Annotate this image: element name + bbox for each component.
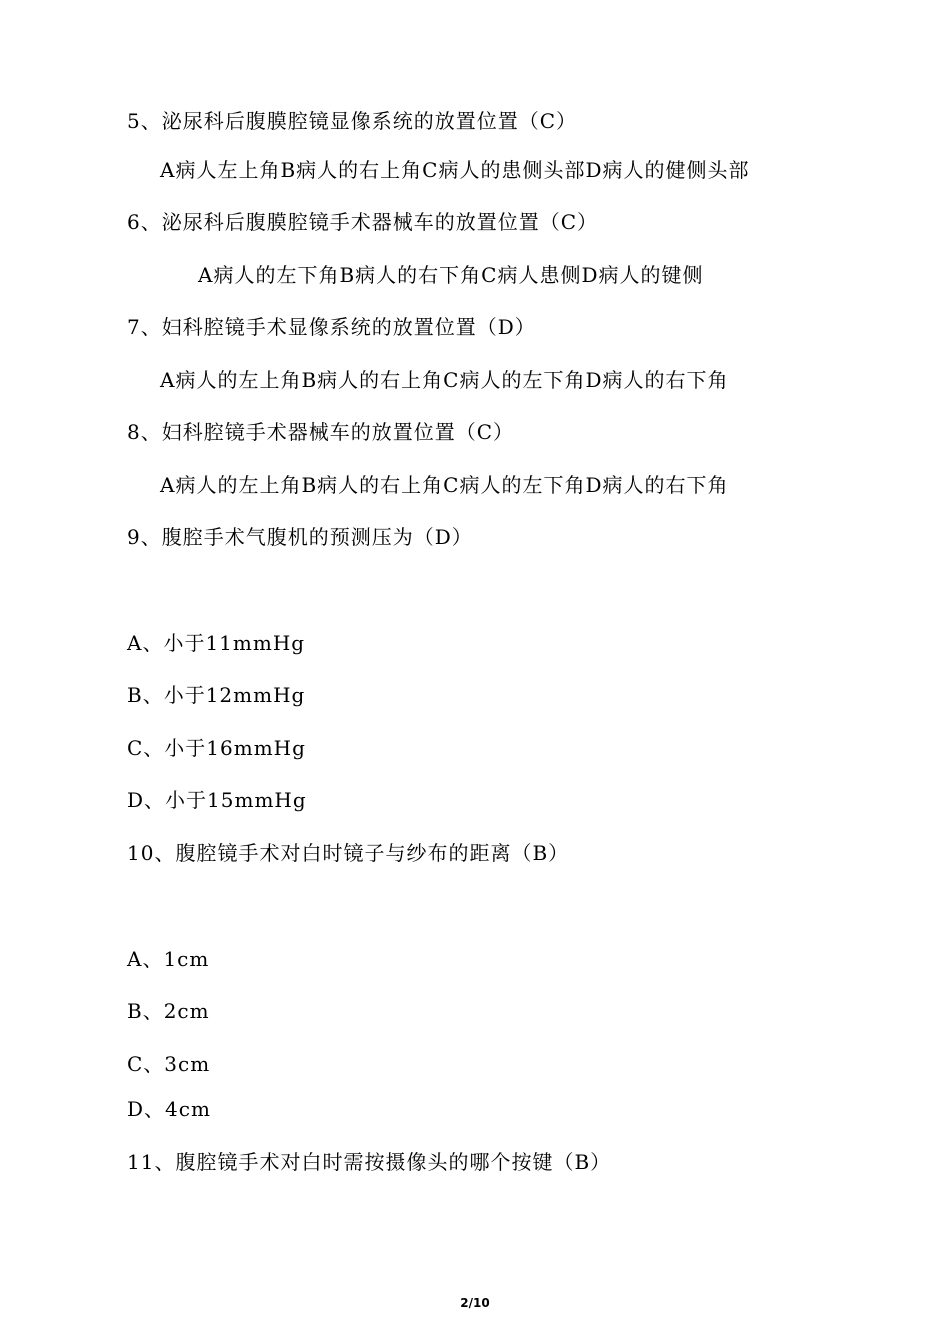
question-choice: B、2cm bbox=[127, 999, 210, 1023]
question-stem: 6、泌尿科后腹膜腔镜手术器械车的放置位置（C） bbox=[127, 210, 599, 234]
question-stem: 9、腹腔手术气腹机的预测压为（D） bbox=[127, 525, 473, 549]
question-stem: 5、泌尿科后腹膜腔镜显像系统的放置位置（C） bbox=[127, 109, 578, 133]
question-options: A病人的左下角B病人的右下角C病人患侧D病人的键侧 bbox=[198, 263, 704, 287]
question-stem: 7、妇科腔镜手术显像系统的放置位置（D） bbox=[127, 315, 536, 339]
question-stem: 8、妇科腔镜手术器械车的放置位置（C） bbox=[127, 420, 515, 444]
question-options: A病人左上角B病人的右上角C病人的患侧头部D病人的健侧头部 bbox=[160, 158, 750, 182]
question-choice: C、小于16mmHg bbox=[127, 736, 306, 760]
question-choice: C、3cm bbox=[127, 1052, 211, 1076]
page-number: 2/10 bbox=[460, 1296, 490, 1310]
question-stem: 10、腹腔镜手术对白时镜子与纱布的距离（B） bbox=[127, 841, 570, 865]
question-options: A病人的左上角B病人的右上角C病人的左下角D病人的右下角 bbox=[160, 368, 729, 392]
question-choice: A、1cm bbox=[127, 947, 210, 971]
question-choice: B、小于12mmHg bbox=[127, 683, 306, 707]
question-choice: A、小于11mmHg bbox=[127, 631, 306, 655]
question-choice: D、小于15mmHg bbox=[127, 788, 307, 812]
question-choice: D、4cm bbox=[127, 1097, 211, 1121]
question-options: A病人的左上角B病人的右上角C病人的左下角D病人的右下角 bbox=[160, 473, 729, 497]
question-stem: 11、腹腔镜手术对白时需按摄像头的哪个按键（B） bbox=[127, 1150, 612, 1174]
